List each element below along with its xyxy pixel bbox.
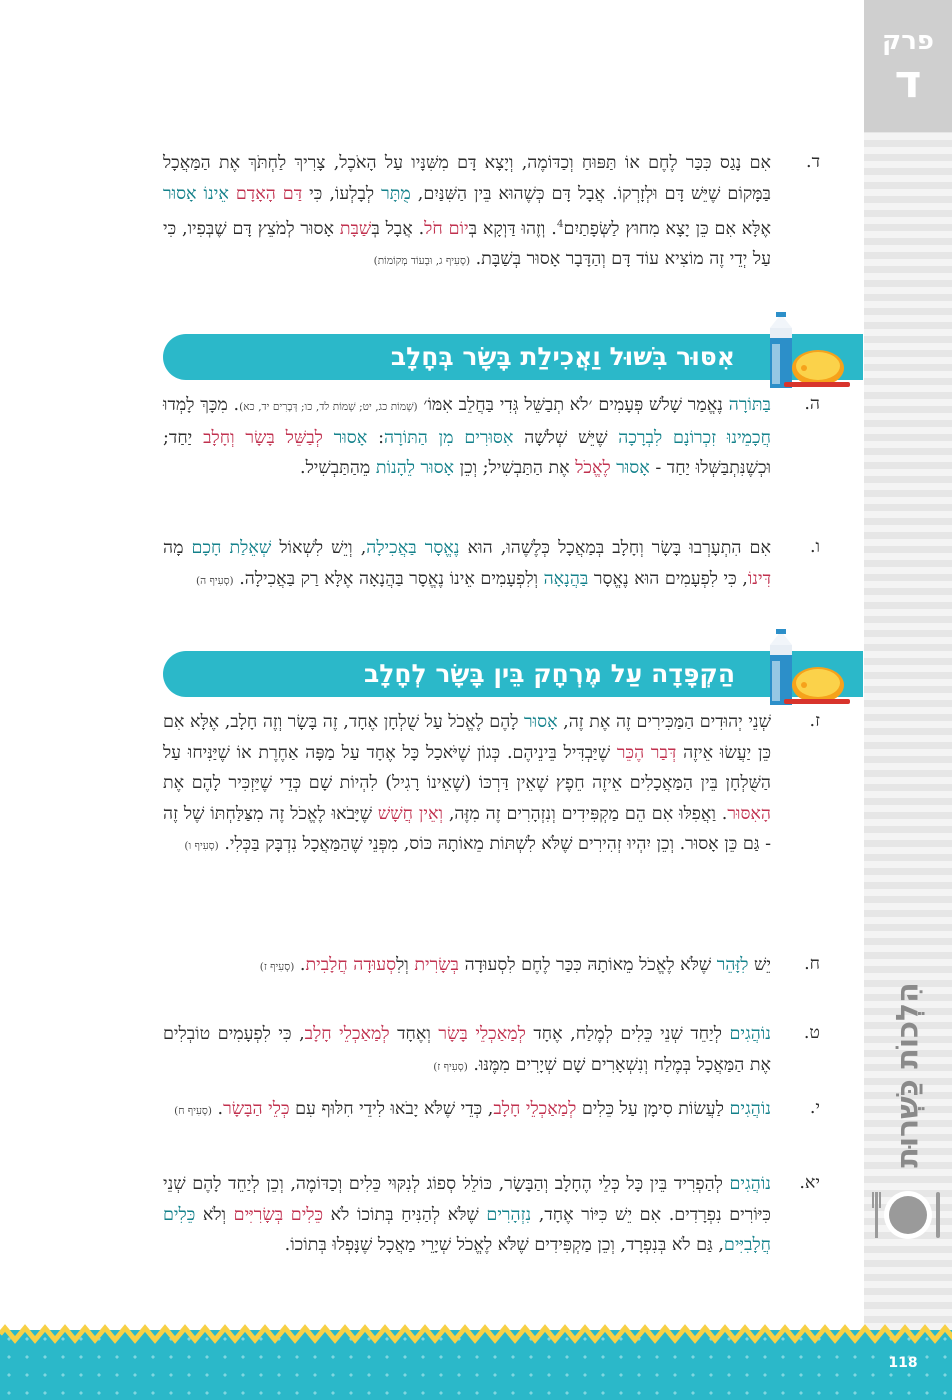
text: שֶׁיֵּשׁ שְׁלֹשָׁה [513,427,619,448]
highlight-term: כֵּלִים בְּשָׂרִיִּים [233,1204,324,1225]
paragraph-ch [163,950,771,983]
highlight-term: בַּאֲכִילָה [366,538,417,558]
highlight-term: בַּהֲנָאָה [543,568,589,589]
text: , גַּם לֹא בְּנִפְרָד, וְכֵן מַקְפִּידִים שֶׁלֹּא לֶאֱכֹל שְׁיָרֵי מַאֲכָל שֶׁנָּפְלוּ בְּתוֹכוֹ. [284,1235,724,1255]
source-note: (שְׁמוֹת כג, יט; שְׁמוֹת לד, כו; דְּבָרִים יד, כא) [239,401,418,413]
highlight-term: וְאֵין חֲשָׁשׁ [377,803,443,824]
highlight-term: אָסוּר לֵהָנוֹת [375,458,455,478]
item-number: י. [809,1098,820,1118]
text: וְלֹא [195,1204,234,1225]
highlight-term: יוֹם חֹל [424,218,469,239]
highlight-term: דְּבַר הֶכֵּר [616,742,677,763]
paragraph-v [163,533,771,596]
text: אֶת הַתַּבְשִׁיל; וְכֵן [454,458,576,478]
text [275,428,286,448]
plate-cutlery-icon [872,1186,944,1244]
text: מָה [163,538,192,558]
source-note: (סְעִיף ו) [184,840,219,852]
text: , וְיֵשׁ לִשְׁאוֹל [271,538,367,558]
text: . [211,1099,224,1119]
highlight-term: בָּשָׂר וְחָלָב [203,427,275,448]
footnote-marker: 4 [556,218,564,230]
text: מֵהַתַּבְשִׁיל. [300,458,376,478]
highlight-term: לֶאֱכֹל [575,458,611,478]
highlight-term: אָסוּר [333,427,368,448]
book-title [880,960,936,1190]
section-heading-bar [163,334,863,380]
highlight-term: בְּשָׂרִית [414,955,459,975]
highlight-term: אָסוּר [616,458,650,478]
text: וְאֶחָד [389,1024,439,1044]
text: . מִכָּךְ לָמְדוּ [163,395,240,415]
highlight-term: אֵינוֹ אָסוּר [163,183,229,204]
text: . וְזֶהוּ דַּוְקָא בְּ [468,218,557,239]
text: שְׁנֵי יְהוּדִים הַמַּכִּירִים זֶה אֶת זֶה, [557,712,771,732]
text: אָסוּר לְמֹצֵץ דָּם שֶׁבְּפִיו, כִּי עַל יְדֵי זֶה מוֹצִיא עוֹד דָּם וְהַדָּבָר אָסוּר בְּשַׁבָּת. [163,218,771,270]
text [323,428,334,448]
item-number: ה. [804,394,820,414]
text: : [367,427,384,448]
highlight-term: שְׁאֵלַת חָכָם [191,538,272,558]
paragraph-z [163,707,771,862]
text: שֶׁלֹּא לְהַנִּיחַ בְּתוֹכוֹ לֹא [323,1204,487,1225]
text: שֶׁיָּבֹאוּ לֶאֱכֹל זֶה מִצַּלַּחְתּוֹ שֶׁל זֶה - גַּם כֵּן אָסוּר. וְכֵן יִהְיוּ זְהִירִים שֶׁלֹּא לִשְׁתּוֹת מֵאוֹתָהּ כּוֹס, מִפְּנֵי שֶׁהַמַּאֲכָל נִדְבָּק בַּכְּלִי. [163,803,771,854]
text: . אֲבָל בְּ [371,218,425,239]
highlight-term: נוֹהֲגִים [729,1024,771,1044]
milk-and-chicken-icon [764,308,852,390]
text: . [294,955,306,975]
text: לַעֲשׂוֹת סִימָן עַל כֵּלִים [576,1099,730,1119]
page-number: 118 [888,1355,918,1371]
book-title-text: הִלְכוֹת כַּשְׁרוּת [890,982,926,1168]
highlight-term: בַּתּוֹרָה [728,395,771,415]
text: אִם נָגַס כִּכַּר לֶחֶם אוֹ תַּפּוּחַ וְכַדּוֹמֶה, וְיָצָא דָּם מִשִּׁנָּיו עַל הָאֹכֶל, צָרִיךְ לַחְתֹּךְ אֶת הַמַּאֲכָל בַּמָּקוֹם שֶׁיֵּשׁ דָּם וּלְזָרְקוֹ. אֲבָל דָּם כְּשֶׁהוּא בֵּין הַשִּׁנַּיִם, [163,153,771,204]
chapter-word: פרק [882,26,934,56]
section-heading-bar [163,651,863,697]
highlight-term: סְעוּדָה חֲלָבִית [305,955,397,975]
item-number: ד. [806,152,820,172]
highlight-term: נוֹהֲגִים [729,1174,771,1194]
text: שֶׁלֹּא לֶאֱכֹל מֵאוֹתָהּ כִּכַּר לֶחֶם לִסְעוּדָה [459,955,717,975]
text: לְיַחֵד שְׁנֵי כֵּלִים לְמֶלַח, אֶחָד [525,1024,730,1044]
highlight-term: לְמַאַכְלֵי חָלָב [304,1024,390,1044]
text: וְלִ [396,955,415,975]
highlight-term: לִזָּהֵר [716,955,749,975]
text: , כְּדֵי שֶׁלֹּא יָבֹאוּ לִידֵי חִלּוּף עִם [289,1099,494,1119]
highlight-term: שַׁבָּת [339,218,372,239]
paragraph-ya [163,1169,771,1261]
text: לְבָלְעוֹ, כִּי [302,183,382,204]
paragraph-d [163,148,771,277]
text: וְלִפְעָמִים אֵינוֹ נֶאֱסָר בַּהֲנָאָה אֶלָּא רַק בַּאֲכִילָה. [233,568,544,589]
highlight-term: לְמַאַכְלֵי בָּשָׂר [438,1024,526,1044]
milk-and-chicken-icon [764,625,852,707]
text: יֵשׁ [748,955,771,975]
text: . וַאֲפִלּוּ אִם הֵם מַקְפִּידִים וְנִזְהָרִים זֶה מִזֶּה, [442,803,728,824]
section-heading: אִסּוּר בִּשּׁוּל וַאֲכִילַת בָּשָׂר בְּחָלָב [390,342,735,371]
paragraph-y [163,1094,771,1127]
text: יַחַד; וּכְשֶׁנִּתְבַּשְּׁלוּ יַחַד - [163,427,771,478]
highlight-term: נֶאֱסָר [424,538,460,558]
highlight-term: דַּם הָאָדָם [235,183,303,204]
highlight-term: נוֹהֲגִים [729,1099,771,1119]
text [417,538,425,558]
paragraph-h [163,390,771,484]
item-number: ח. [804,954,820,974]
highlight-term: דִּינוֹ [747,568,771,589]
text [229,184,236,204]
item-number: יא. [799,1173,820,1193]
text: אֶלָּא אִם כֵּן יָצָא מִחוּץ לַשְּׂפָתַיִם [563,218,771,239]
source-note: (סְעִיף ז) [433,1060,468,1073]
source-note: (סְעִיף ח) [174,1105,212,1117]
text: לְהַפְרִיד בֵּין כָּל כְּלֵי הֶחָלָב וְהַבָּשָׂר, כּוֹלֵל סְפוֹג לְנִקּוּי כֵּלִים וְכַדּוֹמֶה, וְכֵן לְיַחֵד לָהֶם שְׁנֵי כִּיּוֹרִים נִפְרָדִים. אִם יֵשׁ כִּיּוֹר אֶחָד, [163,1174,771,1225]
highlight-term: לְבַשֵּׁל [285,427,323,448]
item-number: ו. [809,537,820,557]
source-note: (סְעִיף ז) [259,961,295,973]
highlight-term: חֲכָמֵינוּ זִכְרוֹנָם לִבְרָכָה [618,427,771,448]
text: שֶׁיַּבְדִּיל בֵּינֵיהֶם. כְּגוֹן שֶׁיֹּאכַל כָּל אֶחָד עַל מַפָּה אַחֶרֶת אוֹ שֶׁיַּנִּיחוּ עַל הַשֻּׁלְחָן בֵּין הַמַּאֲכָלִים אֵיזֶה חֵפֶץ שֶׁאֵין דַּרְכּוֹ (שֶׁאֵינוֹ רָגִיל) לִהְיוֹת שָׁם כְּדֵי שֶׁיַּזְכִּיר לָהֶם אֶת [163,742,771,793]
text: , כִּי לִפְעָמִים טוֹבְלִים אֶת הַמַּאֲכָל בְּמֶלַח וְנִשְׁאָרִים שָׁם שְׁיָרִים מִמֶּנּוּ. [163,1024,771,1075]
item-number: ט. [803,1023,820,1043]
source-note: (סְעִיף ה) [195,574,234,587]
highlight-term: כְּלֵי הַבָּשָׂר [223,1099,290,1119]
highlight-term: הָאִסּוּר [727,803,771,824]
highlight-term: כֵּלִים חֲלָבִיִּים [163,1204,771,1255]
highlight-term: לְמַאַכְלֵי חָלָב [493,1099,577,1119]
text: לָהֶם לֶאֱכֹל עַל שֻׁלְחָן אֶחָד, זֶה בָּשָׂר וְזֶה חָלָב, אֶלָּא אִם כֵּן יַעֲשׂוּ אֵיזֶה [162,712,771,763]
text: , כִּי לִפְעָמִים הוּא נֶאֱסָר [588,568,748,589]
highlight-term: אָסוּר [524,712,558,732]
text: נֶאֱמַר שָׁלֹשׁ פְּעָמִים ׳לֹא תְבַשֵּׁל גְּדִי בַּחֲלֵב אִמּוֹ׳ [417,395,729,415]
chapter-letter: ד [894,54,922,108]
highlight-term: אִסּוּרִים מִן הַתּוֹרָה [383,427,514,448]
highlight-term: מֻתָּר [381,183,411,204]
paragraph-t [163,1019,771,1082]
text: אִם הִתְעָרְבוּ בָּשָׂר וְחָלָב בְּמַאֲכָל כְּלֶשֶׁהוּ, הוּא [459,538,771,558]
item-number: ז. [809,711,820,731]
source-note: (סְעִיף ג, וּבְעוֹד מְקוֹמוֹת) [373,255,471,268]
section-heading: הַקְפָּדָה עַל מֶרְחָק בֵּין בָּשָׂר לְחָלָב [364,659,735,688]
highlight-term: נִזְהָרִים [486,1204,532,1225]
footer-wave-decoration [0,1320,952,1346]
